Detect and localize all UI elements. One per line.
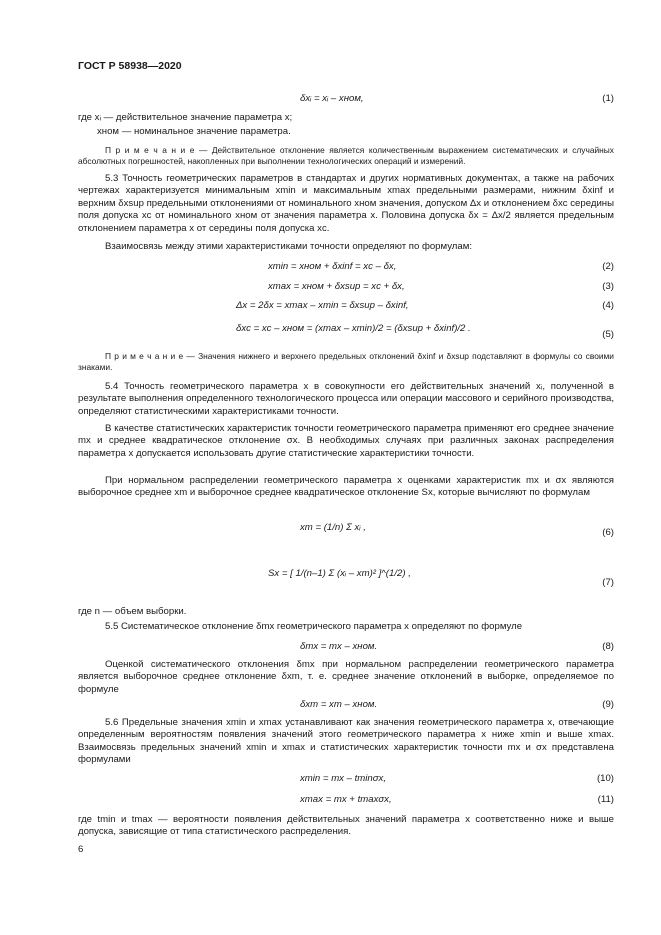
note-label: П р и м е ч а н и е <box>105 145 195 155</box>
note-label: П р и м е ч а н и е <box>105 351 184 361</box>
eq-number: (3) <box>602 281 614 292</box>
where-text: где n — объем выборки. <box>78 606 187 617</box>
note-paragraph <box>78 351 614 373</box>
paragraph-5-6: 5.6 Предельные значения xmin и xmax устанавливают как значения геометрического параметра x, отвечающие определенным вероятностям появления значений этого геометрического параметра x ниже xmin и выше xmax. Взаимосвязь предельных значений xmin и xmax и статистических характеристик точности mx и σx представлена формулами <box>78 717 614 766</box>
paragraph: При нормальном распределении геометрического параметра x оценками характеристик mx и σx являются выборочное среднее xm и выборочное среднее квадратическое отклонение Sx, которые вычисляют по формулам <box>78 475 614 499</box>
eq-number: (2) <box>602 261 614 272</box>
paragraph: Взаимосвязь между этими характеристиками точности определяют по формулам: <box>105 241 473 252</box>
formula-1: δxᵢ = xᵢ – xном, <box>300 93 364 104</box>
paragraph-5-4: 5.4 Точность геометрического параметра x в совокупности его действительных значений xᵢ, полученной в результате выполнения определенного технологического процесса или операции массового и серийного производства, определяют статистическими характеристиками точности. <box>78 381 614 417</box>
formula-6: xm = (1/n) Σ xᵢ , <box>300 522 366 533</box>
note-text: — Значения нижнего и верхнего предельных отклонений δxinf и δxsup подставляют в формулы со своими знаками. <box>78 351 614 372</box>
formula-7: Sx = [ 1/(n–1) Σ (xᵢ – xm)² ]^(1/2) , <box>268 568 411 579</box>
where-text: где xᵢ — действительное значение параметра x; <box>78 112 293 123</box>
eq-number: (6) <box>602 527 614 538</box>
paragraph-5-5: 5.5 Систематическое отклонение δmx геометрического параметра x определяют по формуле <box>105 621 523 632</box>
paragraph: В качестве статистических характеристик точности геометрического параметра применяют его среднее значение mx и среднее квадратическое отклонение σx. В необходимых случаях при различных законах распределения параметра x допускается использовать другие статистические характеристики точности. <box>78 423 614 459</box>
formula-2: xmin = xном + δxinf = xc – δx, <box>268 261 397 272</box>
eq-number: (7) <box>602 577 614 588</box>
formula-10: xmin = mx – tminσx, <box>300 773 387 784</box>
eq-number: (8) <box>602 641 614 652</box>
where-text: xном — номинальное значение параметра. <box>97 126 291 137</box>
eq-number: (5) <box>602 329 614 340</box>
page-number: 6 <box>78 844 84 855</box>
formula-5: δxc = xc – xном = (xmax – xmin)/2 = (δxsup + δxinf)/2 . <box>236 323 471 334</box>
paragraph-5-3: 5.3 Точность геометрических параметров в стандартах и других нормативных документах, а также на рабочих чертежах характеризуется минимальным xmin и максимальным xmax предельными размерами, нижним δxinf и верхним δxsup предельными отклонениями от номинального xном значения, допуском Δx и отклонением δxc середины поля допуска xc от номинального xном от значения параметра x. Половина допуска δx = Δx/2 является предельным отклонением параметра x от середины поля допуска xc. <box>78 173 614 234</box>
where-text: где tmin и tmax — вероятности появления действительных значений параметра x соответственно ниже и выше допуска, зависящие от типа статистического распределения. <box>78 814 614 838</box>
eq-number: (4) <box>602 300 614 311</box>
paragraph: Оценкой систематического отклонения δmx при нормальном распределении геометрического параметра является выборочное среднее отклонение δxm, т. е. среднее значение отклонений в выборке, определяемое по формуле <box>78 659 614 695</box>
note-paragraph <box>78 145 614 167</box>
formula-4: Δx = 2δx = xmax – xmin = δxsup – δxinf, <box>236 300 409 311</box>
eq-number: (10) <box>596 773 614 784</box>
eq-number: (1) <box>602 93 614 104</box>
formula-11: xmax = mx + tmaxσx, <box>300 794 392 805</box>
eq-number: (9) <box>602 699 614 710</box>
formula-3: xmax = xном + δxsup = xc + δx, <box>268 281 405 292</box>
formula-9: δxm = xm – xном. <box>300 699 378 710</box>
note-text: — Действительное отклонение является количественным выражением систематических и случайных абсолютных погрешностей, накопленных при выполнении технологических операций и измерений. <box>78 145 614 166</box>
eq-number: (11) <box>597 794 614 805</box>
document-header: ГОСТ Р 58938—2020 <box>78 60 182 72</box>
formula-8: δmx = mx – xном. <box>300 641 378 652</box>
